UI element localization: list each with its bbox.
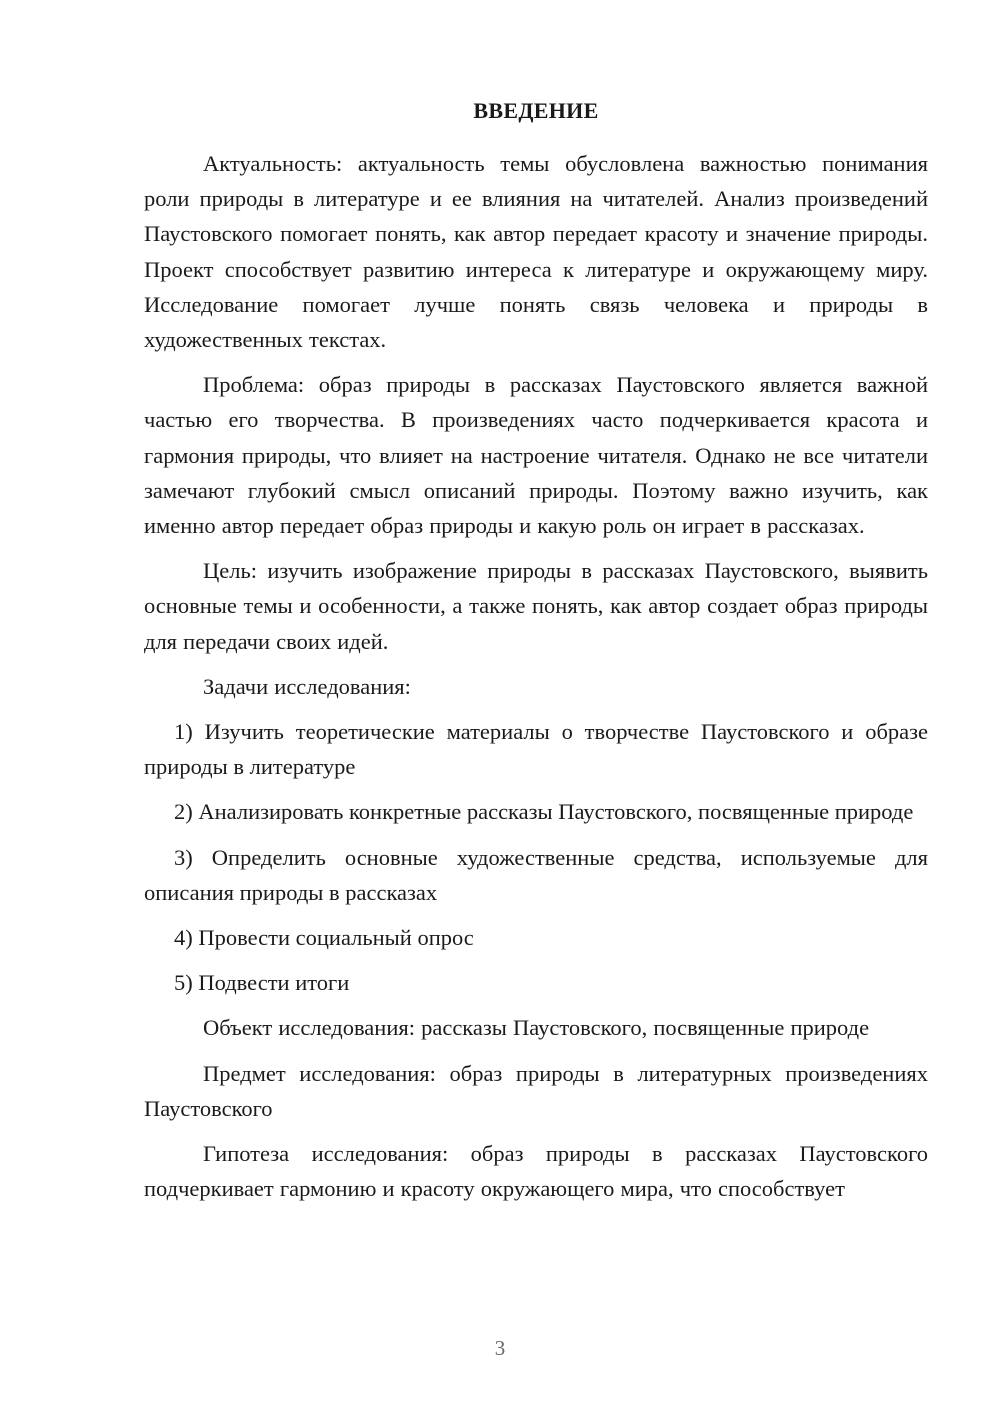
- goal-paragraph: Цель: изучить изображение природы в рассказах Паустовского, выявить основные темы и особенности, а также понять, как автор создает образ природы для передачи своих идей.: [144, 558, 928, 654]
- document-page: [144, 96, 928, 1216]
- relevance-paragraph: Актуальность: актуальность темы обусловлена важностью понимания роли природы в литературе и ее влияния на читателей. Анализ произведений Паустовского помогает понять, как автор передает красоту и значение природы. Проект способствует развитию интереса к литературе и окружающему миру. Исследование помогает лучше понять связь человека и природы в художественных текстах.: [144, 151, 928, 353]
- tasks-heading: Задачи исследования:: [203, 673, 411, 699]
- task-item-1: 1) Изучить теоретические материалы о творчестве Паустовского и образе природы в литературе: [144, 719, 928, 780]
- section-title: ВВЕДЕНИЕ: [473, 98, 599, 123]
- subject-paragraph: Предмет исследования: образ природы в литературных произведениях Паустовского: [144, 1060, 928, 1121]
- task-item-5: 5) Подвести итоги: [174, 970, 350, 996]
- page-number: 3: [494, 1336, 506, 1360]
- problem-paragraph: Проблема: образ природы в рассказах Паустовского является важной частью его творчества. В произведениях часто подчеркивается красота и гармония природы, что влияет на настроение читателя. Однако не все читатели замечают глубокий смысл описаний природы. Поэтому важно изучить, как именно автор передает образ природы и какую роль он играет в рассказах.: [144, 372, 928, 539]
- task-item-3: 3) Определить основные художественные средства, используемые для описания природы в рассказах: [144, 844, 928, 905]
- task-item-4: 4) Провести социальный опрос: [174, 925, 474, 951]
- task-item-2: 2) Анализировать конкретные рассказы Паустовского, посвященные природе: [174, 799, 914, 825]
- hypothesis-paragraph: Гипотеза исследования: образ природы в рассказах Паустовского подчеркивает гармонию и красоту окружающего мира, что способствует: [144, 1141, 928, 1202]
- object-paragraph: Объект исследования: рассказы Паустовского, посвященные природе: [203, 1015, 870, 1041]
